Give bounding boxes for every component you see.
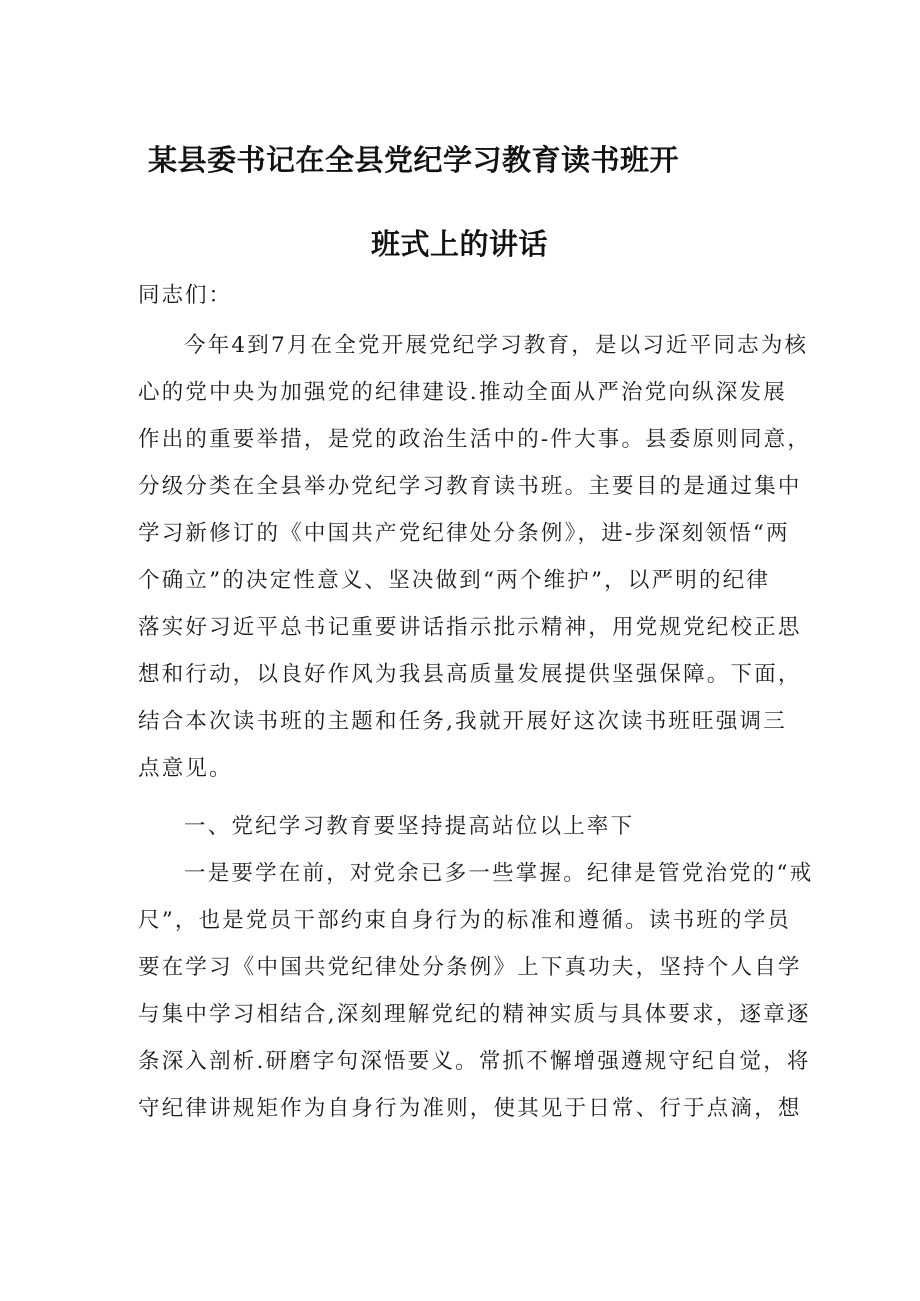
paragraph-line: 想和行动，以良好作风为我县高质量发展提供坚强保障。下面， (138, 662, 802, 687)
paragraph-line: 学习新修订的《中国共产党纪律处分条例》，进-步深刻领悟“两 (138, 521, 790, 546)
paragraph-line: 条深入剖析.研磨字句深悟要义。常抓不懈增强遵规守纪自觉，将 (138, 1049, 811, 1074)
paragraph-line: 结合本次读书班的主题和任务,我就开展好这次读书班旺强调三 (138, 709, 787, 734)
paragraph-line: 尺”，也是党员干部约束自身行为的标准和遵循。读书班的学员 (138, 908, 792, 933)
paragraph-1 (138, 322, 812, 792)
paragraph-line: 分级分类在全县举办党纪学习教育读书班。主要目的是通过集中 (138, 474, 802, 499)
paragraph-line: 落实好习近平总书记重要讲话指示批示精神，用党规党纪校正思 (138, 615, 802, 640)
paragraph-line: 一是要学在前，对党余已多一些掌握。纪律是管党治党的“戒 (184, 861, 814, 886)
paragraph-line: 心的党中央为加强党的纪律建设.推动全面从严治党向纵深发展 (138, 380, 787, 405)
paragraph-line: 个确立”的决定性意义、坚决做到“两个维护”，以严明的纪律 (138, 568, 771, 593)
paragraph-line: 点意见。 (138, 756, 233, 781)
salutation: 同志们： (138, 283, 233, 308)
document-title-line-2: 班式上的讲话 (371, 227, 549, 261)
paragraph-line: 守纪律讲规矩作为自身行为准则，使其见于日常、行于点滴，想 (138, 1096, 802, 1121)
document-title-line-1: 某县委书记在全县党纪学习教育读书班开 (148, 143, 680, 177)
paragraph-line: 作出的重要举措，是党的政治生活中的-件大事。县委原则同意， (138, 427, 812, 452)
section-heading-1: 一、党纪学习教育要坚持提高站位以上率下 (184, 814, 635, 839)
section-heading-1-block (138, 803, 788, 850)
paragraph-line: 要在学习《中国共党纪律处分条例》上下真功夫，坚持个人自学 (138, 955, 802, 980)
paragraph-line: 与集中学习相结合,深刻理解党纪的精神实质与具体要求，逐章逐 (138, 1002, 811, 1027)
paragraph-line: 今年4到7月在全党开展党纪学习教育，是以习近平同志为核 (184, 333, 809, 358)
paragraph-2 (138, 850, 814, 1132)
